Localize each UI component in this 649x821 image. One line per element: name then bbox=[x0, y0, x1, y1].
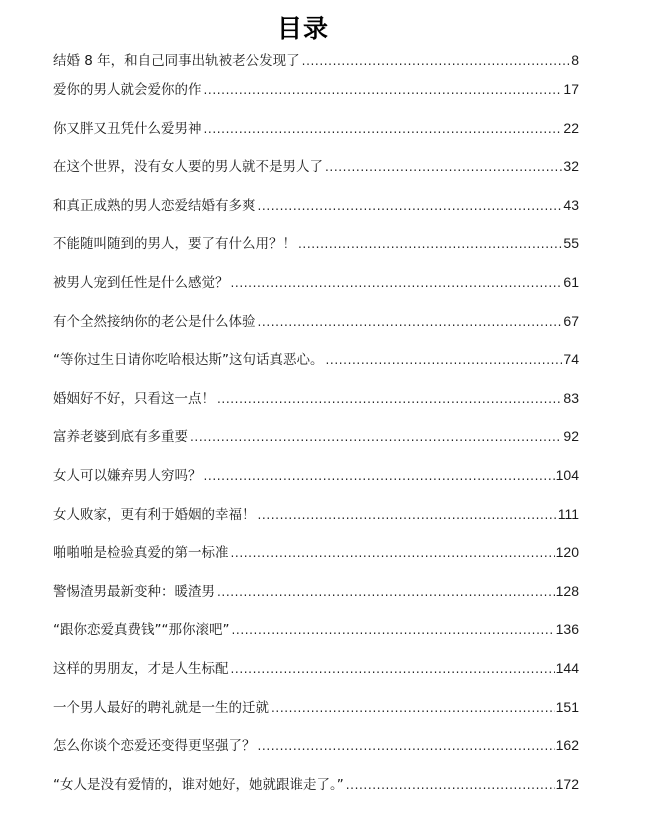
toc-entry[interactable] bbox=[53, 272, 579, 311]
toc-entry-title[interactable]: “等你过生日请你吃哈根达斯”这句话真恶心。 bbox=[53, 352, 324, 369]
dot-leader bbox=[326, 350, 563, 370]
toc-entry[interactable] bbox=[53, 504, 579, 543]
toc-page-number[interactable]: 67 bbox=[563, 312, 579, 329]
toc-page-number[interactable]: 22 bbox=[563, 119, 579, 136]
toc-page-number[interactable]: 83 bbox=[563, 389, 579, 406]
toc-entry-title[interactable]: 和真正成熟的男人恋爱结婚有多爽 bbox=[53, 197, 256, 214]
toc-page-number[interactable]: 144 bbox=[555, 659, 579, 676]
dot-leader bbox=[231, 620, 554, 640]
toc-page-number[interactable]: 17 bbox=[563, 81, 579, 97]
toc-entry-title[interactable]: 你又胖又丑凭什么爱男神 bbox=[53, 120, 202, 137]
toc-page-number[interactable]: 136 bbox=[555, 621, 579, 638]
toc-entry[interactable] bbox=[53, 156, 579, 195]
dot-leader bbox=[190, 427, 562, 447]
dot-leader bbox=[204, 466, 555, 486]
toc-entry-title[interactable]: 结婚 8 年，和自己同事出轨被老公发现了 bbox=[53, 53, 300, 69]
toc-entry[interactable] bbox=[53, 774, 579, 813]
toc-page-number[interactable]: 128 bbox=[555, 582, 579, 599]
dot-leader bbox=[217, 389, 562, 409]
toc-page-number[interactable]: 111 bbox=[557, 505, 579, 522]
toc-page-number[interactable]: 172 bbox=[555, 775, 579, 792]
dot-leader bbox=[258, 312, 563, 332]
dot-leader bbox=[271, 698, 555, 718]
toc-entry-title[interactable]: 被男人宠到任性是什么感觉？ bbox=[53, 274, 229, 291]
dot-leader bbox=[346, 775, 555, 795]
toc-entry-title[interactable]: 一个男人最好的聘礼就是一生的迁就 bbox=[53, 699, 269, 716]
toc-entry[interactable] bbox=[53, 311, 579, 350]
toc-entry-title[interactable]: “跟你恋爱真费钱”“那你滚吧” bbox=[53, 622, 230, 639]
toc-entry-title[interactable]: “女人是没有爱情的，谁对她好，她就跟谁走了。” bbox=[53, 776, 344, 793]
toc-entry[interactable] bbox=[53, 388, 579, 427]
toc-heading: 目录 bbox=[276, 14, 329, 43]
dot-leader bbox=[231, 659, 555, 679]
dot-leader bbox=[217, 582, 555, 602]
toc-page-number[interactable]: 55 bbox=[563, 235, 579, 252]
toc-page-number[interactable]: 61 bbox=[563, 273, 579, 290]
dot-leader bbox=[298, 234, 562, 254]
dot-leader bbox=[231, 273, 563, 293]
toc-entry-title[interactable]: 警惕渣男最新变种：暖渣男 bbox=[53, 583, 215, 600]
toc-entry[interactable] bbox=[53, 233, 579, 272]
toc-entry[interactable] bbox=[53, 118, 579, 157]
table-of-contents bbox=[53, 50, 579, 812]
toc-page-number[interactable]: 151 bbox=[555, 698, 579, 715]
toc-page-number[interactable]: 32 bbox=[563, 158, 579, 175]
toc-entry[interactable] bbox=[53, 697, 579, 736]
dot-leader bbox=[204, 80, 563, 100]
dot-leader bbox=[231, 543, 555, 563]
toc-entry-title[interactable]: 在这个世界，没有女人要的男人就不是男人了 bbox=[53, 159, 323, 176]
toc-entry-title[interactable]: 女人可以嫌弃男人穷吗？ bbox=[53, 467, 202, 484]
toc-entry[interactable] bbox=[53, 79, 579, 118]
dot-leader bbox=[258, 505, 557, 525]
toc-entry[interactable] bbox=[53, 465, 579, 504]
toc-entry-title[interactable]: 啪啪啪是检验真爱的第一标准 bbox=[53, 545, 229, 562]
dot-leader bbox=[325, 157, 562, 177]
toc-entry-title[interactable]: 这样的男朋友，才是人生标配 bbox=[53, 660, 229, 677]
toc-page-number[interactable]: 43 bbox=[563, 196, 579, 213]
toc-entry[interactable] bbox=[53, 581, 579, 620]
toc-entry-title[interactable]: 婚姻好不好，只看这一点！ bbox=[53, 390, 215, 407]
dot-leader bbox=[204, 119, 563, 139]
toc-entry[interactable] bbox=[53, 426, 579, 465]
toc-entry[interactable] bbox=[53, 619, 579, 658]
toc-page-number[interactable]: 104 bbox=[555, 466, 579, 483]
toc-entry-title[interactable]: 怎么你谈个恋爱还变得更坚强了？ bbox=[53, 738, 256, 755]
toc-entry-title[interactable]: 有个全然接纳你的老公是什么体验 bbox=[53, 313, 256, 330]
dot-leader bbox=[258, 736, 555, 756]
toc-page-number[interactable]: 8 bbox=[571, 52, 579, 68]
toc-page-number[interactable]: 74 bbox=[563, 351, 579, 368]
toc-entry[interactable] bbox=[53, 542, 579, 581]
toc-entry-title[interactable]: 富养老婆到底有多重要 bbox=[53, 429, 188, 446]
dot-leader bbox=[302, 51, 571, 71]
toc-page-number[interactable]: 162 bbox=[555, 737, 579, 754]
toc-entry-title[interactable]: 不能随叫随到的男人，要了有什么用？！ bbox=[53, 236, 296, 253]
toc-entry[interactable] bbox=[53, 658, 579, 697]
toc-page-number[interactable]: 92 bbox=[563, 428, 579, 445]
toc-page-number[interactable]: 120 bbox=[555, 544, 579, 561]
dot-leader bbox=[258, 196, 563, 216]
toc-entry[interactable] bbox=[53, 195, 579, 234]
toc-entry-title[interactable]: 女人败家，更有利于婚姻的幸福！ bbox=[53, 506, 256, 523]
toc-entry[interactable] bbox=[53, 50, 579, 79]
toc-entry[interactable] bbox=[53, 735, 579, 774]
toc-entry-title[interactable]: 爱你的男人就会爱你的作 bbox=[53, 82, 202, 98]
toc-entry[interactable] bbox=[53, 349, 579, 388]
